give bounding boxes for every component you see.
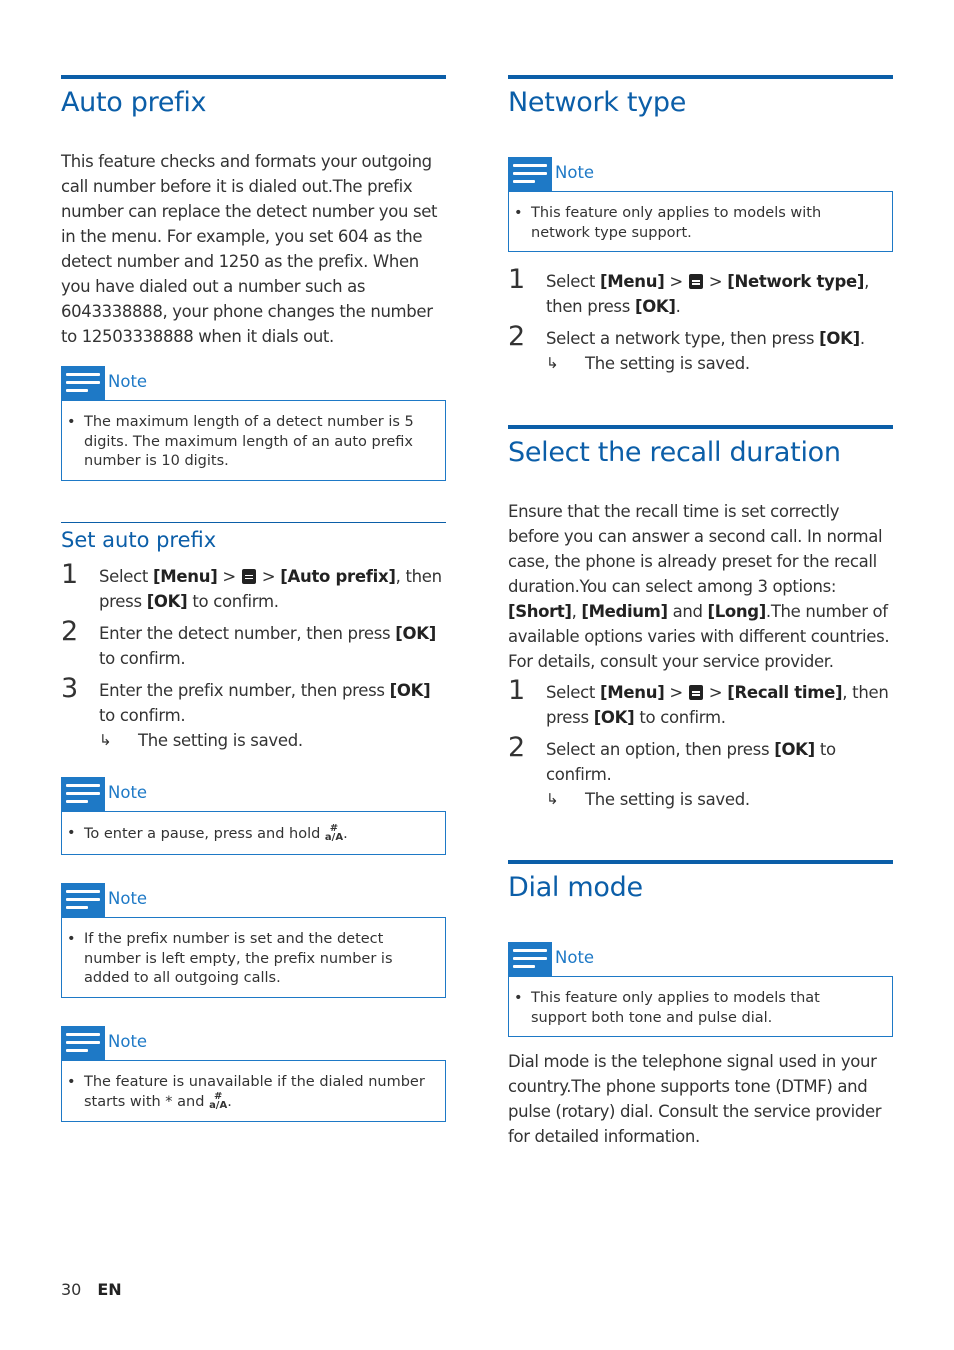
ok-label: [OK] xyxy=(146,591,188,611)
note-icon xyxy=(508,157,552,191)
bullet: • xyxy=(67,1073,76,1090)
ok-label: [OK] xyxy=(593,708,635,727)
bullet: • xyxy=(67,824,76,841)
ok-label: [OK] xyxy=(819,329,860,348)
note-icon xyxy=(61,777,105,811)
section-dial-mode xyxy=(508,860,893,1149)
note-icon xyxy=(61,366,105,400)
recall-duration-body: Ensure that the recall time is set correctly before you can answer a second call. In normal case, the phone is already preset for the recall duration.You can select among 3 options: [Short], [Medium] and [Long].The number of available options varies with different countries. For details, consult your service provider. xyxy=(508,502,890,671)
section-set-auto-prefix xyxy=(61,522,446,1122)
note-label: Note xyxy=(108,372,148,391)
heading-auto-prefix: Auto prefix xyxy=(61,75,446,121)
dial-mode-body: Dial mode is the telephone signal used in your country.The phone supports tone (DTMF) and pulse (rotary) dial. Consult the service provider for detailed information. xyxy=(508,1052,882,1146)
step-2: 2 Select an option, then press [OK] to confirm. xyxy=(508,732,836,784)
note-icon xyxy=(61,883,105,917)
note-label: Note xyxy=(108,889,148,908)
ok-label: [OK] xyxy=(634,297,676,316)
phonebook-menu-icon xyxy=(242,569,256,584)
step-number: 2 xyxy=(61,615,78,647)
left-column xyxy=(61,75,446,1122)
menu-label: [Menu] xyxy=(153,566,218,586)
step-number: 3 xyxy=(61,672,78,704)
step-number: 1 xyxy=(61,558,78,590)
note-box xyxy=(508,976,893,1037)
note-label: Note xyxy=(108,1031,148,1051)
step-1: 1 Select [Menu] > > [Network type], then press [OK]. xyxy=(508,264,870,316)
auto-prefix-body: This feature checks and formats your outgoing call number before it is dialed out.The prefix number can replace the detect number you set in the menu. For example, you set 604 as the detect number and 1250 as the prefix. When you have dialed out a number such as 6043338888, your phone changes the number to 12503338888 when it dials out. xyxy=(61,152,438,346)
note-label: Note xyxy=(108,782,148,802)
note-text: To enter a pause, press and hold xyxy=(84,825,325,842)
hash-key-icon: # a/A xyxy=(209,1091,228,1111)
step-2: 2 Enter the detect number, then press [OK] to confirm. xyxy=(61,615,436,668)
note-text: If the prefix number is set and the detect number is left empty, the prefix number is added to all outgoing calls. xyxy=(84,931,393,986)
note-icon xyxy=(508,942,552,976)
section-auto-prefix xyxy=(61,75,446,481)
note-pause xyxy=(61,777,446,856)
note-box xyxy=(61,917,446,998)
bullet: • xyxy=(514,205,523,221)
note-box: • To enter a pause, press and hold # a/A. xyxy=(61,811,446,856)
steps-set-auto-prefix xyxy=(61,558,446,753)
step-1: 1 Select [Menu] > > [Auto prefix], then press [OK] to confirm. xyxy=(61,558,442,611)
result-arrow-icon: ↳ xyxy=(546,790,559,808)
steps-recall-duration xyxy=(508,675,893,812)
heading-dial-mode: Dial mode xyxy=(508,860,893,906)
menu-target: [Network type] xyxy=(727,272,865,291)
phonebook-menu-icon xyxy=(689,685,703,700)
step-result: ↳ The setting is saved. xyxy=(546,351,893,376)
menu-label: [Menu] xyxy=(600,272,665,291)
note-label: Note xyxy=(555,948,595,967)
note-network-type xyxy=(508,157,893,252)
step-3: 3 Enter the prefix number, then press [OK] to confirm. xyxy=(61,672,431,725)
ok-label: [OK] xyxy=(395,623,436,643)
result-arrow-icon: ↳ xyxy=(99,730,112,749)
hash-key-icon: # a/A xyxy=(324,822,344,843)
step-number: 2 xyxy=(508,732,525,763)
bullet: • xyxy=(67,931,76,947)
bullet: • xyxy=(514,990,523,1006)
menu-target: [Auto prefix] xyxy=(280,566,396,586)
page-number: 30 xyxy=(61,1280,82,1299)
step-number: 2 xyxy=(508,321,525,352)
step-2: 2 Select a network type, then press [OK]. xyxy=(508,321,865,352)
heading-set-auto-prefix: Set auto prefix xyxy=(61,522,446,555)
heading-recall-duration: Select the recall duration xyxy=(508,425,893,471)
menu-label: [Menu] xyxy=(600,683,665,702)
menu-target: [Recall time] xyxy=(727,683,843,702)
note-text: This feature only applies to models with network type support. xyxy=(531,205,822,241)
result-arrow-icon: ↳ xyxy=(546,354,559,372)
bullet: • xyxy=(67,414,76,430)
section-network-type xyxy=(508,75,893,376)
note-box xyxy=(61,400,446,481)
note-text: The maximum length of a detect number is 5 digits. The maximum length of an auto prefix number is 10 digits. xyxy=(84,414,414,469)
note-icon xyxy=(61,1026,105,1060)
note-box xyxy=(508,191,893,252)
step-number: 1 xyxy=(508,264,525,295)
note-box: • The feature is unavailable if the dialed number starts with * and # a/A. xyxy=(61,1060,446,1122)
page-footer xyxy=(61,1280,122,1299)
step-1: 1 Select [Menu] > > [Recall time], then press [OK] to confirm. xyxy=(508,675,889,727)
right-column xyxy=(508,75,893,1149)
heading-network-type: Network type xyxy=(508,75,893,121)
note-prefix-empty xyxy=(61,883,446,998)
note-dial-mode xyxy=(508,942,893,1037)
step-number: 1 xyxy=(508,675,525,706)
note-unavailable xyxy=(61,1026,446,1122)
note-label: Note xyxy=(555,163,595,182)
note-text: The feature is unavailable if the dialed number starts with * and xyxy=(84,1073,425,1110)
phonebook-menu-icon xyxy=(689,274,703,289)
ok-label: [OK] xyxy=(389,680,431,700)
steps-network-type xyxy=(508,264,893,376)
step-result: ↳ The setting is saved. xyxy=(546,787,893,812)
note-text: This feature only applies to models that support both tone and pulse dial. xyxy=(531,990,820,1026)
note-auto-prefix xyxy=(61,366,446,481)
section-recall-duration xyxy=(508,425,893,812)
ok-label: [OK] xyxy=(774,740,815,759)
language-code: EN xyxy=(97,1280,122,1299)
step-result: ↳ The setting is saved. xyxy=(99,728,446,753)
